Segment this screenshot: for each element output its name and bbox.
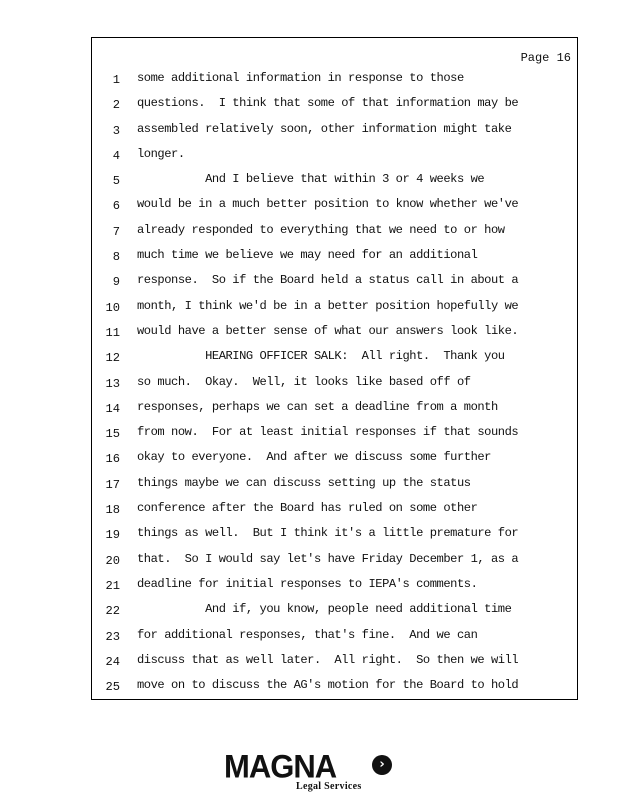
line-number: 19: [105, 528, 120, 543]
line-number: 15: [105, 427, 120, 442]
line-text: from now. For at least initial responses if that sounds: [137, 425, 519, 440]
line-number: 8: [112, 250, 120, 265]
transcript-line: [92, 147, 577, 172]
line-number: 14: [105, 401, 120, 416]
line-number: 25: [105, 680, 120, 695]
line-number: 1: [112, 73, 120, 87]
logo-tagline: Legal Services: [296, 781, 362, 792]
line-text: much time we believe we may need for an additional: [137, 248, 478, 263]
line-text: longer.: [137, 146, 185, 161]
transcript-line: [92, 450, 577, 475]
line-number: 23: [105, 629, 120, 644]
line-text: already responded to everything that we need to or how: [137, 222, 505, 237]
line-text: deadline for initial responses to IEPA's comments.: [137, 576, 478, 591]
line-text: And if, you know, people need additional time: [137, 602, 512, 617]
transcript-line: [92, 96, 577, 121]
line-text: for additional responses, that's fine. And we can: [137, 627, 478, 642]
transcript-line: [92, 552, 577, 577]
line-text: okay to everyone. And after we discuss some further: [137, 450, 491, 465]
line-text: discuss that as well later. All right. So then we will: [137, 652, 519, 667]
line-text: things maybe we can discuss setting up the status: [137, 475, 471, 490]
transcript-line: [92, 476, 577, 501]
line-text: responses, perhaps we can set a deadline from a month: [137, 399, 498, 414]
line-number: 9: [112, 275, 120, 290]
line-number: 2: [112, 98, 120, 113]
transcript-line: [92, 273, 577, 298]
line-number: 7: [112, 224, 120, 239]
transcript-line: [92, 602, 577, 627]
line-number: 17: [105, 477, 120, 492]
line-text: move on to discuss the AG's motion for the Board to hold: [137, 678, 519, 693]
transcript-line: [92, 526, 577, 551]
line-number: 6: [112, 199, 120, 214]
line-text: that. So I would say let's have Friday December 1, as a: [137, 551, 519, 566]
line-number: 11: [105, 325, 120, 340]
line-text: some additional information in response to those: [137, 71, 464, 85]
line-number: 10: [105, 300, 120, 315]
line-text: questions. I think that some of that information may be: [137, 96, 519, 111]
line-number: 16: [105, 452, 120, 467]
line-text: things as well. But I think it's a little premature for: [137, 526, 519, 541]
line-number: 3: [112, 123, 120, 138]
line-number: 13: [105, 376, 120, 391]
line-number: 24: [105, 654, 120, 669]
magna-logo: [224, 748, 394, 794]
transcript-line: [92, 197, 577, 222]
transcript-line: [92, 577, 577, 602]
transcript-line: [92, 501, 577, 526]
line-text: And I believe that within 3 or 4 weeks we: [137, 172, 485, 187]
chevron-right-icon: ›: [372, 755, 392, 775]
transcript-line: [92, 678, 577, 703]
line-text: assembled relatively soon, other information might take: [137, 121, 512, 136]
logo-wordmark: MAGNA: [224, 748, 337, 785]
page-number: Page 16: [520, 51, 571, 65]
transcript-line: [92, 299, 577, 324]
transcript-line: [92, 425, 577, 450]
transcript-line: [92, 248, 577, 273]
line-text: would have a better sense of what our answers look like.: [137, 323, 519, 338]
transcript-line: [92, 172, 577, 197]
transcript-line: [92, 375, 577, 400]
transcript-lines: [92, 71, 577, 703]
transcript-line: [92, 653, 577, 678]
line-number: 22: [105, 604, 120, 619]
line-text: would be in a much better position to know whether we've: [137, 197, 519, 212]
line-text: response. So if the Board held a status call in about a: [137, 273, 519, 288]
transcript-line: [92, 400, 577, 425]
transcript-line: [92, 71, 577, 96]
transcript-line: [92, 324, 577, 349]
line-text: HEARING OFFICER SALK: All right. Thank you: [137, 349, 505, 364]
transcript-line: [92, 628, 577, 653]
transcript-line: [92, 122, 577, 147]
line-text: so much. Okay. Well, it looks like based off of: [137, 374, 471, 389]
transcript-line: [92, 223, 577, 248]
line-text: month, I think we'd be in a better position hopefully we: [137, 298, 519, 313]
line-number: 18: [105, 503, 120, 518]
transcript-page: [91, 37, 578, 700]
transcript-line: [92, 349, 577, 374]
line-number: 4: [112, 148, 120, 163]
line-number: 20: [105, 553, 120, 568]
line-number: 5: [112, 174, 120, 189]
line-number: 12: [105, 351, 120, 366]
line-number: 21: [105, 578, 120, 593]
line-text: conference after the Board has ruled on some other: [137, 501, 478, 516]
